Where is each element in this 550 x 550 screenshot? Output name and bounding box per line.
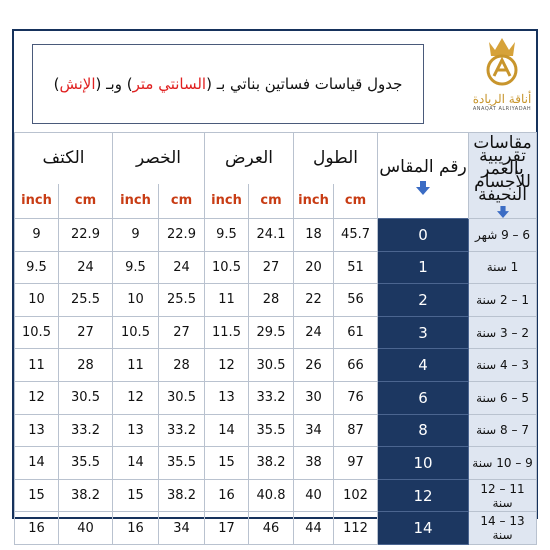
shoulder-cm-cell: 35.5 — [59, 447, 113, 480]
width-cm-cell: 35.5 — [249, 414, 294, 447]
unit-cm: cm — [334, 184, 378, 219]
waist-inch-cell: 16 — [113, 512, 159, 545]
waist-inch-cell: 10.5 — [113, 316, 159, 349]
width-inch-cell: 11.5 — [205, 316, 249, 349]
width-inch-cell: 13 — [205, 381, 249, 414]
header-approx-age — [469, 133, 537, 219]
length-cm-cell: 112 — [334, 512, 378, 545]
table-row — [15, 512, 537, 545]
waist-inch-cell: 9 — [113, 219, 159, 252]
size-number-cell: 6 — [378, 381, 469, 414]
length-inch-cell: 26 — [294, 349, 334, 382]
length-cm-cell: 66 — [334, 349, 378, 382]
length-cm-cell: 45.7 — [334, 219, 378, 252]
waist-inch-cell: 11 — [113, 349, 159, 382]
age-range-cell: 2 – 3 سنة — [469, 316, 537, 349]
shoulder-cm-cell: 25.5 — [59, 284, 113, 317]
header-row-measures — [15, 133, 537, 184]
logo-english-text: ANAQAT ALRIYADAH — [472, 106, 532, 112]
size-table — [14, 132, 537, 545]
waist-inch-cell: 15 — [113, 479, 159, 512]
arrow-down-icon — [496, 206, 510, 218]
width-inch-cell: 14 — [205, 414, 249, 447]
header-size-number — [378, 133, 469, 219]
size-number-cell: 10 — [378, 447, 469, 480]
shoulder-cm-cell: 30.5 — [59, 381, 113, 414]
shoulder-inch-cell: 13 — [15, 414, 59, 447]
table-row — [15, 251, 537, 284]
width-cm-cell: 28 — [249, 284, 294, 317]
length-inch-cell: 30 — [294, 381, 334, 414]
shoulder-cm-cell: 33.2 — [59, 414, 113, 447]
size-number-cell: 14 — [378, 512, 469, 545]
age-range-cell: 1 سنة — [469, 251, 537, 284]
logo-arabic-text: أناقة الريادة — [472, 92, 532, 106]
width-cm-cell: 24.1 — [249, 219, 294, 252]
waist-inch-cell: 12 — [113, 381, 159, 414]
unit-cm: cm — [59, 184, 113, 219]
size-number-cell: 3 — [378, 316, 469, 349]
width-inch-cell: 12 — [205, 349, 249, 382]
width-cm-cell: 27 — [249, 251, 294, 284]
age-range-cell: 9 – 10 سنة — [469, 447, 537, 480]
width-inch-cell: 10.5 — [205, 251, 249, 284]
waist-inch-cell: 10 — [113, 284, 159, 317]
width-cm-cell: 38.2 — [249, 447, 294, 480]
waist-inch-cell: 14 — [113, 447, 159, 480]
width-inch-cell: 11 — [205, 284, 249, 317]
width-cm-cell: 46 — [249, 512, 294, 545]
length-inch-cell: 20 — [294, 251, 334, 284]
age-range-cell: 6 – 9 شهر — [469, 219, 537, 252]
shoulder-inch-cell: 12 — [15, 381, 59, 414]
table-row — [15, 284, 537, 317]
waist-cm-cell: 27 — [159, 316, 205, 349]
unit-inch: inch — [294, 184, 334, 219]
shoulder-cm-cell: 22.9 — [59, 219, 113, 252]
arrow-down-icon — [415, 181, 431, 195]
shoulder-inch-cell: 10 — [15, 284, 59, 317]
length-cm-cell: 97 — [334, 447, 378, 480]
size-number-cell: 4 — [378, 349, 469, 382]
table-row — [15, 349, 537, 382]
shoulder-inch-cell: 15 — [15, 479, 59, 512]
waist-cm-cell: 25.5 — [159, 284, 205, 317]
length-inch-cell: 34 — [294, 414, 334, 447]
length-cm-cell: 51 — [334, 251, 378, 284]
length-cm-cell: 102 — [334, 479, 378, 512]
width-cm-cell: 30.5 — [249, 349, 294, 382]
table-row — [15, 447, 537, 480]
shoulder-inch-cell: 9 — [15, 219, 59, 252]
waist-cm-cell: 30.5 — [159, 381, 205, 414]
waist-cm-cell: 28 — [159, 349, 205, 382]
header-shoulder: الكتف — [15, 133, 113, 184]
shoulder-cm-cell: 27 — [59, 316, 113, 349]
unit-inch: inch — [205, 184, 249, 219]
width-inch-cell: 16 — [205, 479, 249, 512]
unit-cm: cm — [249, 184, 294, 219]
length-cm-cell: 61 — [334, 316, 378, 349]
width-cm-cell: 40.8 — [249, 479, 294, 512]
waist-cm-cell: 34 — [159, 512, 205, 545]
crown-logo-icon — [479, 32, 525, 90]
age-range-cell: 1 – 2 سنة — [469, 284, 537, 317]
header-approx-age-label: مقاسات تقريبية بالعمر للأجسام النحيفة — [473, 133, 532, 205]
table-row — [15, 381, 537, 414]
width-cm-cell: 29.5 — [249, 316, 294, 349]
title-part3: ) — [53, 75, 60, 93]
waist-cm-cell: 24 — [159, 251, 205, 284]
age-range-cell: 5 – 6 سنة — [469, 381, 537, 414]
age-range-cell: 7 – 8 سنة — [469, 414, 537, 447]
age-range-cell: 13 – 14 سنة — [469, 512, 537, 545]
width-cm-cell: 33.2 — [249, 381, 294, 414]
size-number-cell: 2 — [378, 284, 469, 317]
shoulder-inch-cell: 11 — [15, 349, 59, 382]
waist-cm-cell: 22.9 — [159, 219, 205, 252]
waist-cm-cell: 35.5 — [159, 447, 205, 480]
size-number-cell: 1 — [378, 251, 469, 284]
length-inch-cell: 24 — [294, 316, 334, 349]
size-chart-frame — [12, 29, 538, 543]
width-inch-cell: 15 — [205, 447, 249, 480]
width-inch-cell: 17 — [205, 512, 249, 545]
header-size-number-label: رقم المقاس — [379, 156, 467, 177]
size-number-cell: 8 — [378, 414, 469, 447]
table-row — [15, 479, 537, 512]
chart-title — [32, 44, 424, 124]
length-inch-cell: 44 — [294, 512, 334, 545]
header-length: الطول — [294, 133, 378, 184]
unit-inch: inch — [15, 184, 59, 219]
unit-inch: inch — [113, 184, 159, 219]
unit-cm: cm — [159, 184, 205, 219]
waist-inch-cell: 9.5 — [113, 251, 159, 284]
table-row — [15, 219, 537, 252]
width-inch-cell: 9.5 — [205, 219, 249, 252]
shoulder-inch-cell: 10.5 — [15, 316, 59, 349]
shoulder-inch-cell: 14 — [15, 447, 59, 480]
waist-cm-cell: 38.2 — [159, 479, 205, 512]
title-inch-word: الإنش — [59, 75, 96, 93]
waist-cm-cell: 33.2 — [159, 414, 205, 447]
header-waist: الخصر — [113, 133, 205, 184]
shoulder-cm-cell: 28 — [59, 349, 113, 382]
shoulder-cm-cell: 40 — [59, 512, 113, 545]
shoulder-inch-cell: 16 — [15, 512, 59, 545]
length-cm-cell: 56 — [334, 284, 378, 317]
length-cm-cell: 76 — [334, 381, 378, 414]
shoulder-cm-cell: 38.2 — [59, 479, 113, 512]
waist-inch-cell: 13 — [113, 414, 159, 447]
size-number-cell: 12 — [378, 479, 469, 512]
length-inch-cell: 38 — [294, 447, 334, 480]
table-row — [15, 316, 537, 349]
age-range-cell: 3 – 4 سنة — [469, 349, 537, 382]
title-part1: جدول قياسات فساتين بناتي بـ ( — [206, 75, 403, 93]
shoulder-inch-cell: 9.5 — [15, 251, 59, 284]
length-cm-cell: 87 — [334, 414, 378, 447]
shoulder-cm-cell: 24 — [59, 251, 113, 284]
size-number-cell: 0 — [378, 219, 469, 252]
table-row — [15, 414, 537, 447]
length-inch-cell: 40 — [294, 479, 334, 512]
title-cm-word: السانتي متر — [132, 75, 207, 93]
title-part2: ) وبـ ( — [95, 75, 133, 93]
length-inch-cell: 22 — [294, 284, 334, 317]
age-range-cell: 11 – 12 سنة — [469, 479, 537, 512]
length-inch-cell: 18 — [294, 219, 334, 252]
header-width: العرض — [205, 133, 294, 184]
brand-logo — [464, 32, 540, 132]
